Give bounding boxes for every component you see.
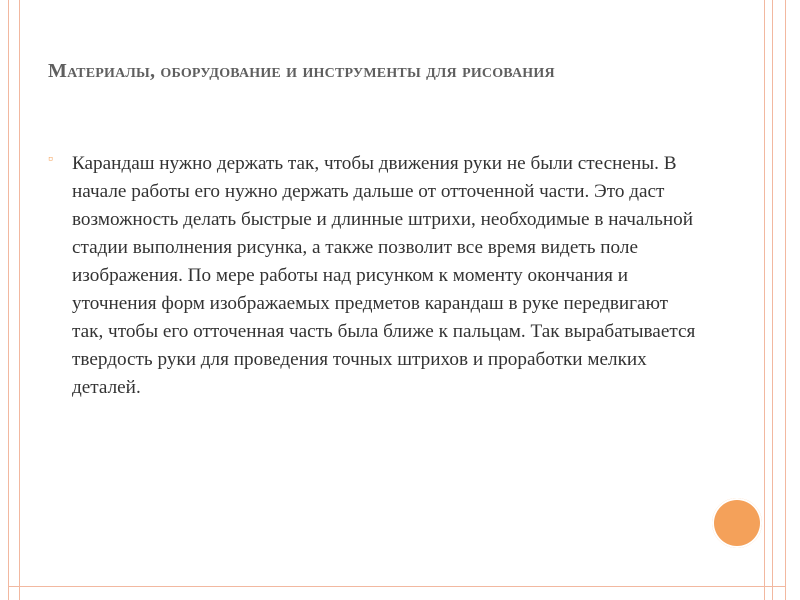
slide-title: Материалы, оборудование и инструменты для рисования (48, 60, 555, 82)
body-paragraph: Карандаш нужно держать так, чтобы движения руки не были стеснены. В начале работы его нужно держать дальше от отточенной части. Это даст возможность делать быстрые и длинные штрихи, необходимые в начальной стадии выполнения рисунка, а также позволит все время видеть поле изображения. По мере работы над рисунком к моменту окончания и уточнения форм изображаемых предметов карандаш в руке передвигают так, чтобы его отточенная часть была ближе к пальцам. Так вырабатывается твердость руки для проведения точных штрихов и проработки мелких деталей. (72, 153, 696, 398)
bullet-square-icon: ▫ (48, 152, 53, 167)
orange-circle-decoration (712, 498, 762, 548)
right-frame-inner-line (772, 0, 773, 600)
right-frame-decoration (764, 0, 786, 600)
bottom-frame-line (8, 586, 786, 587)
bullet-item (48, 150, 698, 402)
left-frame-decoration (8, 0, 20, 600)
